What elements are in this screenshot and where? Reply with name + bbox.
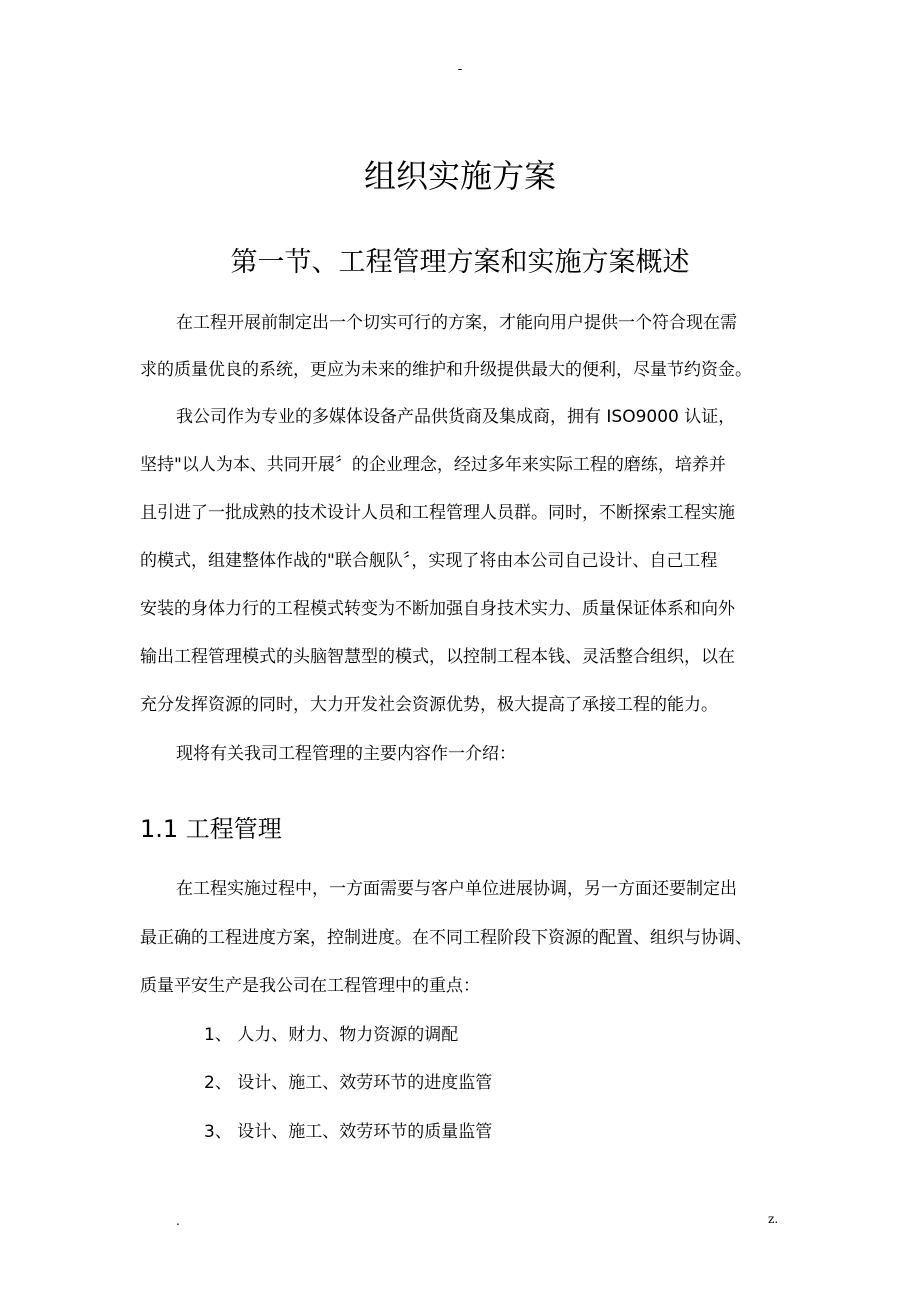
- footer-left-mark: .: [176, 1214, 180, 1228]
- paragraph-line: 现将有关我司工程管理的主要内容作一介绍：: [176, 744, 516, 764]
- paragraph-line: 的模式，组建整体作战的"联合舰队〞，实现了将由本公司自己设计、自己工程: [140, 551, 718, 571]
- section-heading: 第一节、工程管理方案和实施方案概述: [230, 247, 690, 278]
- paragraph-line: 安装的身体力行的工程模式转变为不断加强自身技术实力、质量保证体系和向外: [140, 599, 735, 619]
- paragraph-line: 充分发挥资源的同时，大力开发社会资源优势，极大提高了承接工程的能力。: [140, 695, 718, 715]
- paragraph-line: 输出工程管理模式的头脑智慧型的模式，以控制工程本钱、灵活整合组织，以在: [140, 647, 735, 667]
- paragraph-line: 最正确的工程进度方案，控制进度。在不同工程阶段下资源的配置、组织与协调、: [140, 928, 752, 948]
- paragraph-line: 质量平安生产是我公司在工程管理中的重点：: [140, 976, 480, 996]
- header-mark: -: [457, 62, 463, 77]
- paragraph-line: 在工程实施过程中，一方面需要与客户单位进展协调，另一方面还要制定出: [176, 879, 737, 899]
- list-item: 1、 人力、财力、物力资源的调配: [204, 1025, 459, 1045]
- list-item: 3、 设计、施工、效劳环节的质量监管: [204, 1122, 493, 1142]
- paragraph-line: 坚持"以人为本、共同开展〞的企业理念，经过多年来实际工程的磨练，培养并: [140, 455, 726, 475]
- paragraph-line: 在工程开展前制定出一个切实可行的方案，才能向用户提供一个符合现在需: [176, 313, 737, 333]
- document-title: 组织实施方案: [363, 157, 556, 195]
- paragraph-line: 我公司作为专业的多媒体设备产品供货商及集成商，拥有 ISO9000 认证，: [176, 407, 736, 427]
- paragraph-line: 且引进了一批成熟的技术设计人员和工程管理人员群。同时，不断探索工程实施: [140, 503, 735, 523]
- subsection-heading: 1.1 工程管理: [140, 815, 282, 843]
- paragraph-line: 求的质量优良的系统，更应为未来的维护和升级提供最大的便利，尽量节约资金。: [140, 360, 752, 380]
- list-item: 2、 设计、施工、效劳环节的进度监管: [204, 1073, 493, 1093]
- footer-right-mark: z.: [768, 1212, 779, 1226]
